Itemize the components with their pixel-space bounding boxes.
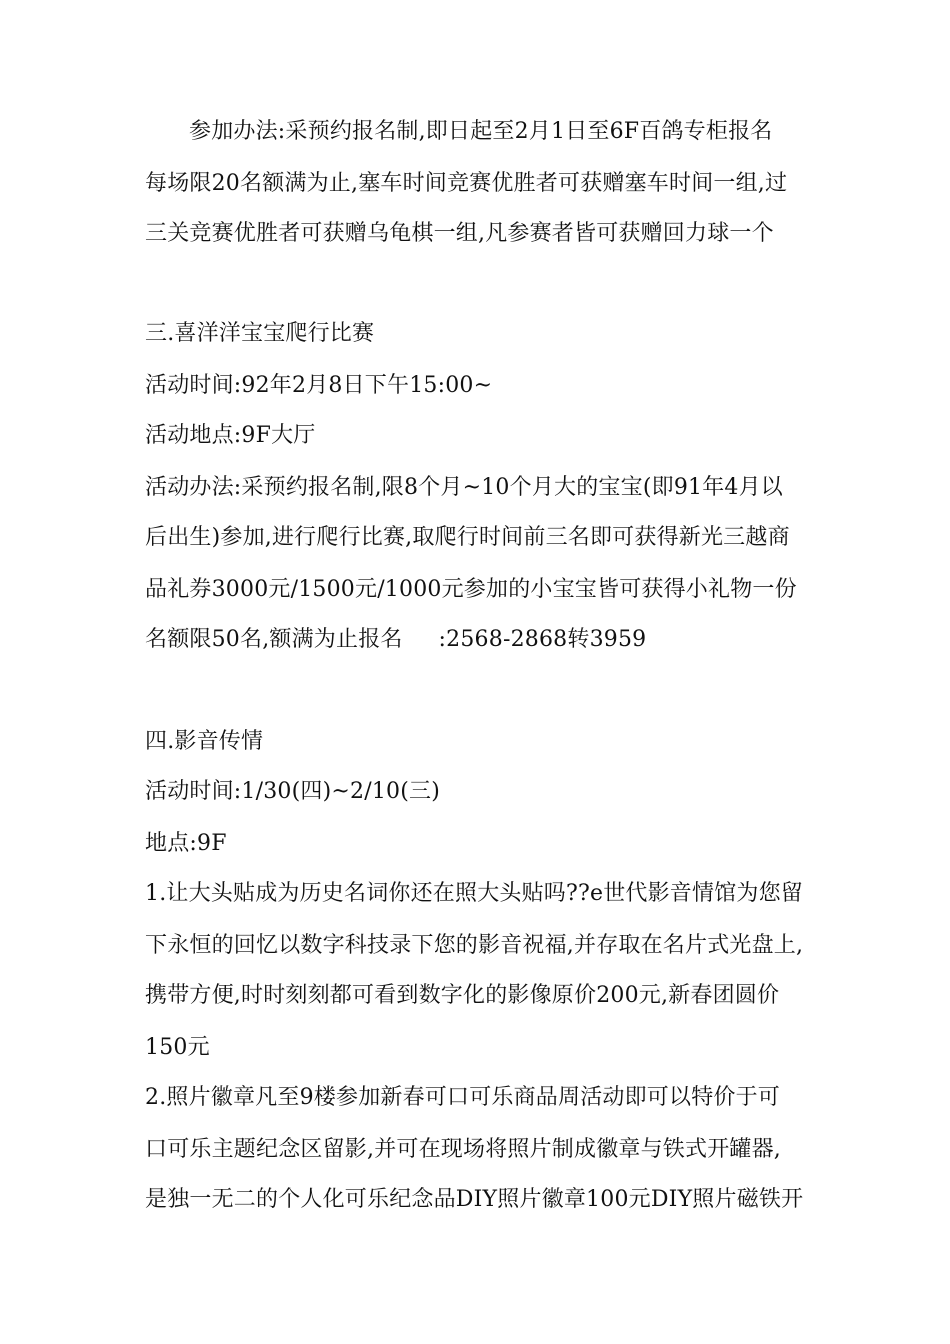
paragraph-line: 后出生)参加,进行爬行比赛,取爬行时间前三名即可获得新光三越商 — [145, 525, 790, 550]
paragraph-line: 2.照片徽章凡至9楼参加新春可口可乐商品周活动即可以特价于可 — [145, 1085, 780, 1110]
paragraph-line: 150元 — [145, 1035, 210, 1060]
section-heading: 三.喜洋洋宝宝爬行比赛 — [145, 321, 375, 346]
paragraph-line: 地点:9F — [145, 831, 227, 856]
paragraph-line: 携带方便,时时刻刻都可看到数字化的影像原价200元,新春团圆价 — [145, 983, 780, 1008]
section-heading: 四.影音传情 — [145, 729, 264, 754]
paragraph-line: 1.让大头贴成为历史名词你还在照大头贴吗??e世代影音情馆为您留 — [145, 881, 804, 906]
paragraph-line: 每场限20名额满为止,塞车时间竞赛优胜者可获赠塞车时间一组,过 — [145, 171, 788, 196]
paragraph-line: 活动办法:采预约报名制,限8个月~10个月大的宝宝(即91年4月以 — [145, 475, 784, 500]
paragraph-line: 参加办法:采预约报名制,即日起至2月1日至6F百鸽专柜报名 — [189, 119, 773, 144]
paragraph-line: 活动时间:92年2月8日下午15:00~ — [145, 373, 493, 398]
paragraph-line: 三关竞赛优胜者可获赠乌龟棋一组,凡参赛者皆可获赠回力球一个 — [145, 221, 774, 246]
paragraph-line: 名额限50名,额满为止报名 :2568-2868转3959 — [145, 627, 647, 652]
paragraph-line: 活动时间:1/30(四)~2/10(三) — [145, 779, 440, 804]
paragraph-line: 活动地点:9F大厅 — [145, 423, 316, 448]
paragraph-line: 品礼券3000元/1500元/1000元参加的小宝宝皆可获得小礼物一份 — [145, 577, 797, 602]
paragraph-line: 口可乐主题纪念区留影,并可在现场将照片制成徽章与铁式开罐器, — [145, 1137, 781, 1162]
paragraph-line: 下永恒的回忆以数字科技录下您的影音祝福,并存取在名片式光盘上, — [145, 933, 804, 958]
paragraph-line: 是独一无二的个人化可乐纪念品DIY照片徽章100元DIY照片磁铁开 — [145, 1187, 804, 1212]
